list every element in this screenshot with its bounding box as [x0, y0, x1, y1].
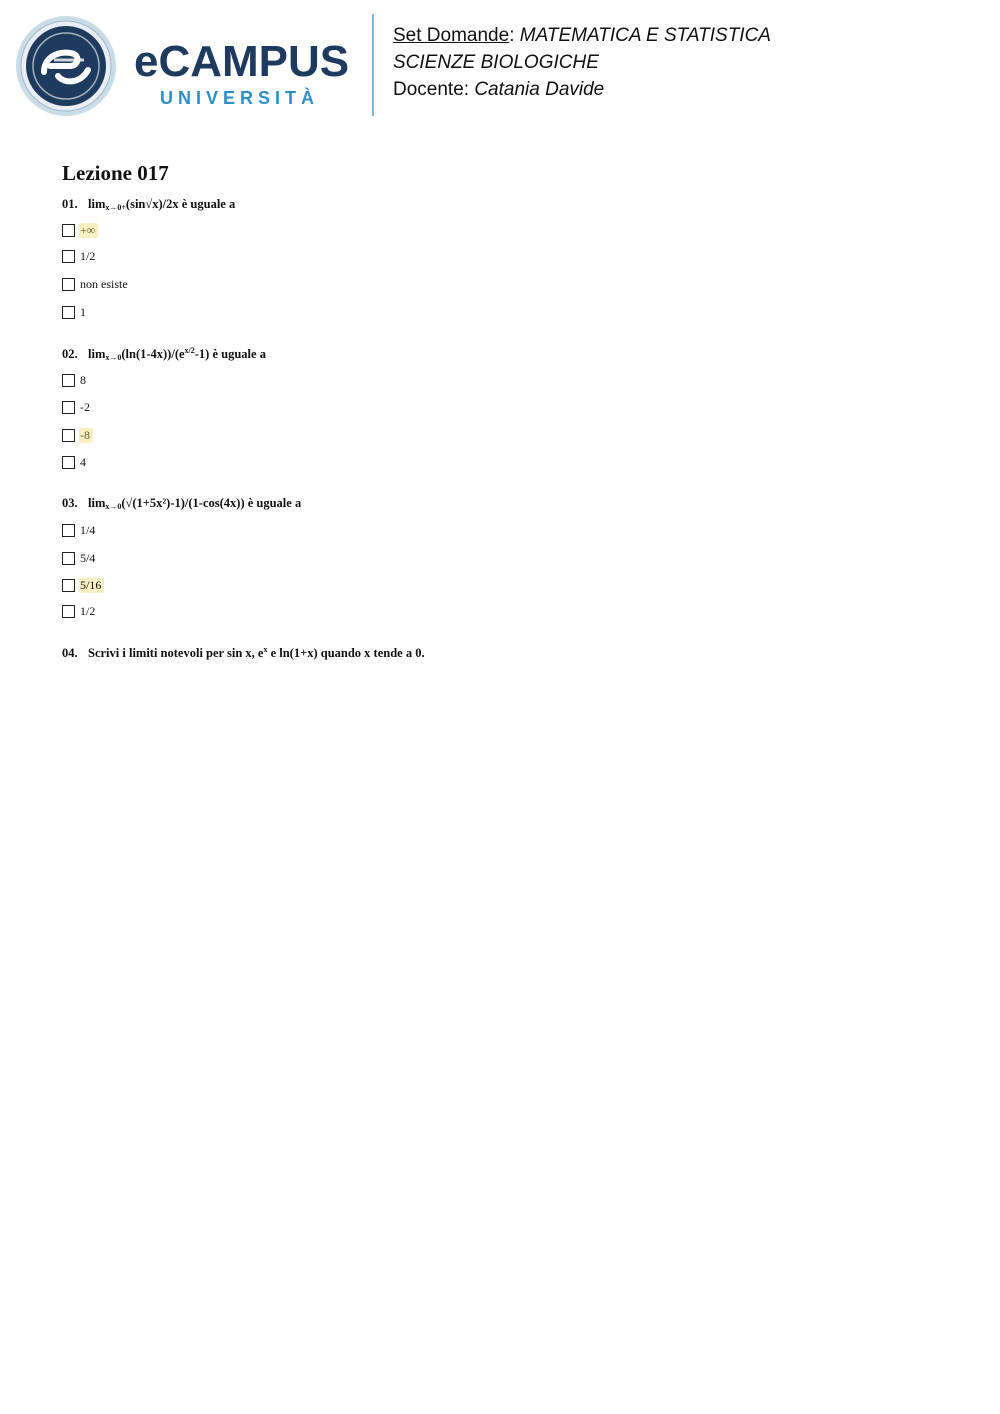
option-01-d[interactable]: [62, 305, 89, 320]
question-number: 01.: [62, 197, 78, 211]
question-number: 03.: [62, 496, 78, 510]
course-line1: MATEMATICA E STATISTICA: [519, 25, 771, 46]
lim-label: lim: [88, 197, 106, 211]
checkbox-icon[interactable]: [62, 374, 75, 387]
question-text-b: e ln(1+x) quando x tende a 0.: [267, 646, 425, 660]
exponent: x/2: [184, 346, 195, 355]
brand-name: eCAMPUS: [134, 37, 350, 86]
checkbox-icon[interactable]: [62, 401, 75, 414]
option-text: -2: [80, 400, 90, 414]
exponent: x: [263, 645, 268, 654]
lim-label: lim: [88, 347, 106, 361]
question-number: 04.: [62, 646, 78, 660]
checkbox-icon[interactable]: [62, 552, 75, 565]
lim-label: lim: [88, 496, 106, 510]
option-01-c[interactable]: [62, 277, 131, 292]
option-text: 4: [80, 455, 86, 469]
option-02-d[interactable]: [62, 455, 89, 470]
set-line: [393, 22, 771, 49]
question-number: 02.: [62, 347, 78, 361]
checkbox-icon[interactable]: [62, 429, 75, 442]
docente-name: Catania Davide: [474, 79, 605, 100]
option-01-a[interactable]: [62, 223, 98, 238]
docente-line: [393, 76, 771, 103]
option-text: 1/2: [80, 604, 96, 618]
option-text: 5/16: [79, 578, 104, 593]
header-info: [393, 22, 771, 103]
lim-subscript: x→0: [105, 502, 122, 511]
question-01: [62, 197, 235, 212]
checkbox-icon[interactable]: [62, 224, 75, 237]
checkbox-icon[interactable]: [62, 605, 75, 618]
option-text: 1/4: [80, 523, 96, 537]
question-text-a: Scrivi i limiti notevoli per sin x, e: [88, 646, 264, 660]
option-text: -8: [79, 428, 93, 443]
option-text: 8: [80, 373, 86, 387]
option-03-c[interactable]: [62, 578, 104, 593]
option-02-c[interactable]: [62, 428, 93, 443]
option-text: +∞: [79, 223, 98, 238]
checkbox-icon[interactable]: [62, 579, 75, 592]
option-03-a[interactable]: [62, 523, 98, 538]
docente-label: Docente:: [393, 79, 470, 100]
ecampus-logo-icon: [14, 14, 118, 118]
option-02-b[interactable]: [62, 400, 93, 415]
set-colon: :: [509, 25, 515, 46]
option-03-d[interactable]: [62, 604, 98, 619]
option-text: 1: [80, 305, 86, 319]
checkbox-icon[interactable]: [62, 524, 75, 537]
question-text: (sin√x)/2x è uguale a: [125, 197, 236, 211]
option-02-a[interactable]: [62, 373, 89, 388]
option-text: 1/2: [80, 249, 96, 263]
option-text: 5/4: [80, 551, 96, 565]
checkbox-icon[interactable]: [62, 306, 75, 319]
checkbox-icon[interactable]: [62, 456, 75, 469]
question-text-a: (ln(1-4x))/(e: [121, 347, 185, 361]
question-04: [62, 645, 425, 661]
course-line2: SCIENZE BIOLOGICHE: [393, 52, 599, 73]
question-02: [62, 346, 266, 362]
set-label: Set Domande: [393, 25, 510, 46]
lim-subscript: x→0: [105, 353, 122, 362]
option-text: non esiste: [80, 277, 128, 291]
checkbox-icon[interactable]: [62, 250, 75, 263]
lesson-title: Lezione 017: [62, 161, 169, 185]
option-03-b[interactable]: [62, 551, 98, 566]
question-text-b: -1) è uguale a: [194, 347, 266, 361]
checkbox-icon[interactable]: [62, 278, 75, 291]
brand-wordmark: [134, 37, 350, 109]
brand-subtitle: UNIVERSITÀ: [160, 88, 320, 108]
lim-subscript: x→0+: [105, 203, 126, 212]
question-text: (√(1+5x²)-1)/(1-cos(4x)) è uguale a: [121, 496, 302, 510]
header-divider: [372, 14, 374, 116]
question-03: [62, 496, 301, 511]
option-01-b[interactable]: [62, 249, 98, 264]
